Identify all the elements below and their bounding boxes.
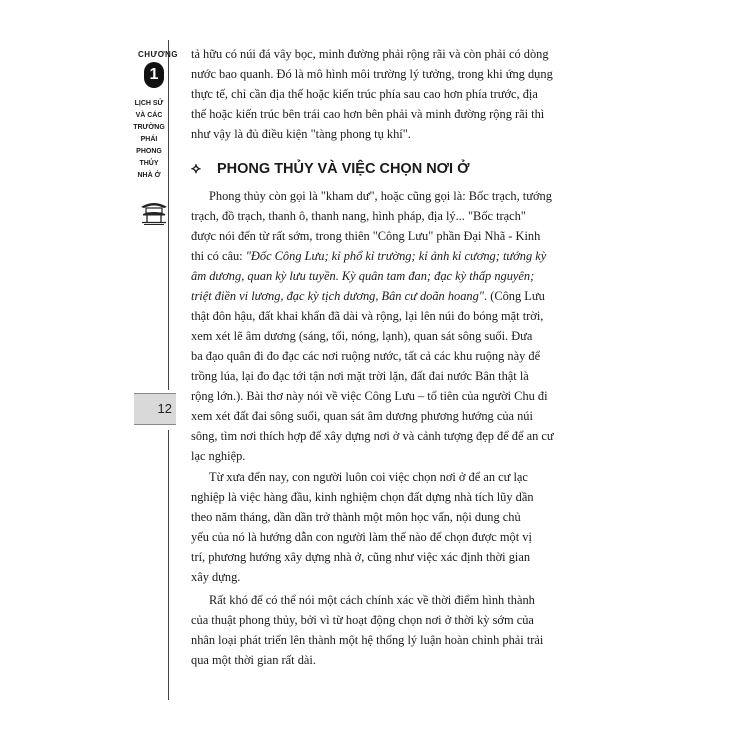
text-line: thật đôn hậu, đất khai khẩn đã dài và rộng, lại lên núi đo bóng mặt trời,: [191, 309, 544, 323]
chapter-title-line: LỊCH SỬ: [134, 100, 164, 107]
text-line: nước bao quanh. Đó là mô hình môi trường lý tưởng, trong khi ứng dụng: [191, 67, 553, 81]
chapter-title-line: VÀ CÁC: [135, 112, 163, 119]
chapter-title-line: NHÀ Ở: [137, 172, 161, 179]
quote-text: "Đốc Công Lưu; kỉ phổ kỉ trường; kỉ ảnh kỉ cương; tướng kỳ: [245, 249, 547, 263]
text-line: nhân loại phát triển lên thành một hệ thống lý luận hoàn chỉnh phải trải: [191, 633, 544, 647]
chapter-title-line: PHONG: [136, 148, 162, 155]
text-line: rộng lớn.). Bài thơ này nói về việc Công Lưu – tổ tiên của người Chu đi: [191, 389, 548, 403]
text-line: Phong thủy còn gọi là "kham dư", hoặc cũng gọi là: Bốc trạch, tướng: [209, 189, 552, 203]
quote-text: triệt điền vi lương, đạc kỳ tịch dương, Bân cư doãn hoang": [191, 289, 485, 303]
quote-line: âm dương, quan kỳ lưu tuyền. Kỳ quân tam đan; đạc kỳ thấp nguyên;: [191, 269, 535, 283]
diamond-icon: ⟡: [191, 160, 201, 177]
text-line: yếu của nó là hướng dẫn con người làm thế nào để chọn được một vị: [191, 530, 532, 544]
text-line: ba đạo quân đi đo đạc các nơi ruộng nước, tất cả các khu ruộng này để: [191, 349, 541, 363]
text-line: theo năm tháng, dần dần trở thành một môn học vấn, nội dung chủ: [191, 510, 521, 524]
text-line: qua một thời gian rất dài.: [191, 653, 316, 667]
text-line: xây dựng.: [191, 570, 241, 584]
page-number: 12: [134, 394, 176, 424]
text-run: thi có câu:: [191, 249, 246, 263]
text-line: tả hữu có núi đá vây bọc, minh đường phải rộng rãi và còn phải có dòng: [191, 47, 549, 61]
chapter-title-line: TRƯỜNG: [133, 124, 165, 131]
paragraph-3: [191, 590, 611, 670]
chapter-title-line: PHÁI: [140, 136, 158, 143]
sidebar-rule-bottom: [168, 430, 169, 700]
text-line: xem xét đất đai sông suối, quan sát âm dương phương hướng của núi: [191, 409, 533, 423]
text-line: [191, 286, 611, 306]
text-line: xem xét lẽ âm dương (sáng, tối, nóng, lạnh), quan sát sông suối. Đưa: [191, 329, 533, 343]
text-line: nghiệp là việc hàng đầu, kinh nghiệm chọn đất dựng nhà tích lũy dần: [191, 490, 534, 504]
text-line: trạch, đồ trạch, thanh ô, thanh nang, hình pháp, địa lý... "Bốc trạch": [191, 209, 526, 223]
chapter-label: CHƯƠNG: [138, 50, 179, 59]
text-line: được nói đến từ rất sớm, trong thiên "Công Lưu" phần Đại Nhã - Kinh: [191, 229, 541, 243]
text-line: sông, tìm nơi thích hợp để xây dựng nơi ở và cảnh tượng đẹp để để an cư: [191, 429, 554, 443]
text-line: trí, phương hướng xây dựng nhà ở, cũng như việc xác định thời gian: [191, 550, 531, 564]
text-run: . (Công Lưu: [484, 289, 545, 303]
page-box-border: [134, 424, 176, 425]
section-heading: [191, 160, 611, 182]
text-line: của thuật phong thủy, bởi vì từ hoạt động chọn nơi ở thời kỳ sớm của: [191, 613, 534, 627]
paragraph-2: [191, 467, 611, 587]
section-heading-text: PHONG THỦY VÀ VIỆC CHỌN NƠI Ở: [217, 161, 470, 177]
text-line: thực tế, chỉ cần địa thế hoặc kiến trúc phía sau cao hơn phía trước, địa: [191, 87, 538, 101]
chapter-title-line: THỦY: [139, 160, 159, 167]
text-line: [191, 246, 611, 266]
intro-paragraph: [191, 44, 611, 144]
pagoda-icon: [139, 196, 169, 226]
text-line: Từ xưa đến nay, con người luôn coi việc chọn nơi ở để an cư lạc: [209, 470, 528, 484]
chapter-title: [132, 98, 166, 182]
text-line: lạc nghiệp.: [191, 449, 246, 463]
text-line: thế hoặc kiến trúc bên trái cao hơn bên phải và minh đường rộng rãi thì: [191, 107, 545, 121]
text-line: như vậy là đủ điều kiện "tàng phong tụ khí".: [191, 127, 411, 141]
chapter-number: 1: [144, 62, 164, 88]
text-line: trồng lúa, lại đo đạc tới tận nơi mặt trời lặn, đất đai nước Bân thật là: [191, 369, 529, 383]
text-line: Rất khó để có thể nói một cách chính xác về thời điểm hình thành: [209, 593, 535, 607]
paragraph-1: [191, 186, 611, 466]
